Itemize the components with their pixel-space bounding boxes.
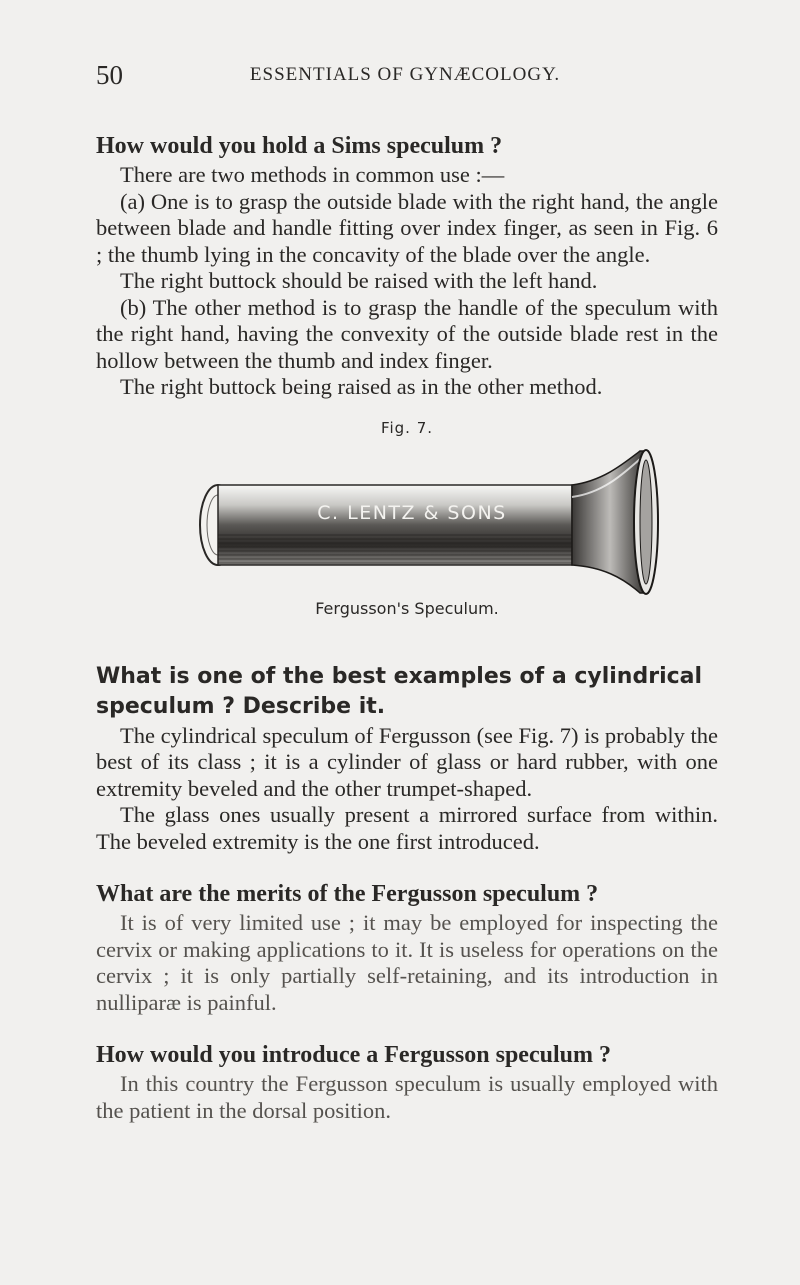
page-header: [96, 60, 714, 90]
question-heading: How would you hold a Sims speculum ?: [96, 133, 503, 159]
figure-label: Fig. 7.: [380, 418, 434, 437]
page-body: [96, 131, 718, 1124]
question-heading: What are the merits of the Fergusson speculum ?: [96, 881, 599, 907]
figure-7: [96, 419, 718, 618]
paragraph: It is of very limited use ; it may be employed for inspecting the cervix or making applications to it. It is useless for operations on the cervix ; it is only partially self-retaining, and its introduction in nulliparæ is painful.: [96, 910, 718, 1015]
paragraph: The right buttock should be raised with the left hand.: [120, 268, 598, 293]
figure-caption: Fergusson's Speculum.: [315, 598, 499, 618]
question-heading: What is one of the best examples of a cylindrical speculum ? Describe it.: [96, 663, 703, 719]
paragraph: The cylindrical speculum of Fergusson (see Fig. 7) is probably the best of its class ; it is a cylinder of glass or hard rubber, with one extremity beveled and the other trumpet-shaped.: [96, 722, 718, 801]
paragraph: The glass ones usually present a mirrored surface from within. The beveled extremity is the one first introduced.: [96, 802, 718, 854]
running-head: ESSENTIALS OF GYNÆCOLOGY.: [249, 64, 561, 85]
paragraph: The right buttock being raised as in the other method.: [120, 374, 603, 399]
maker-mark: C. LENTZ & SONS: [317, 501, 507, 524]
question-heading: How would you introduce a Fergusson speculum ?: [96, 1042, 611, 1068]
paragraph: There are two methods in common use :—: [120, 162, 505, 187]
page-number: 50: [96, 60, 123, 90]
paragraph: (b) The other method is to grasp the handle of the speculum with the right hand, having the convexity of the outside blade rest in the hollow between the thumb and index finger.: [96, 294, 718, 373]
speculum-illustration-icon: [192, 445, 672, 595]
paragraph: In this country the Fergusson speculum is usually employed with the patient in the dorsal position.: [96, 1071, 718, 1123]
paragraph: (a) One is to grasp the outside blade with the right hand, the angle between blade and handle fitting over index finger, as seen in Fig. 6 ; the thumb lying in the concavity of the blade over the angle.: [96, 188, 718, 267]
